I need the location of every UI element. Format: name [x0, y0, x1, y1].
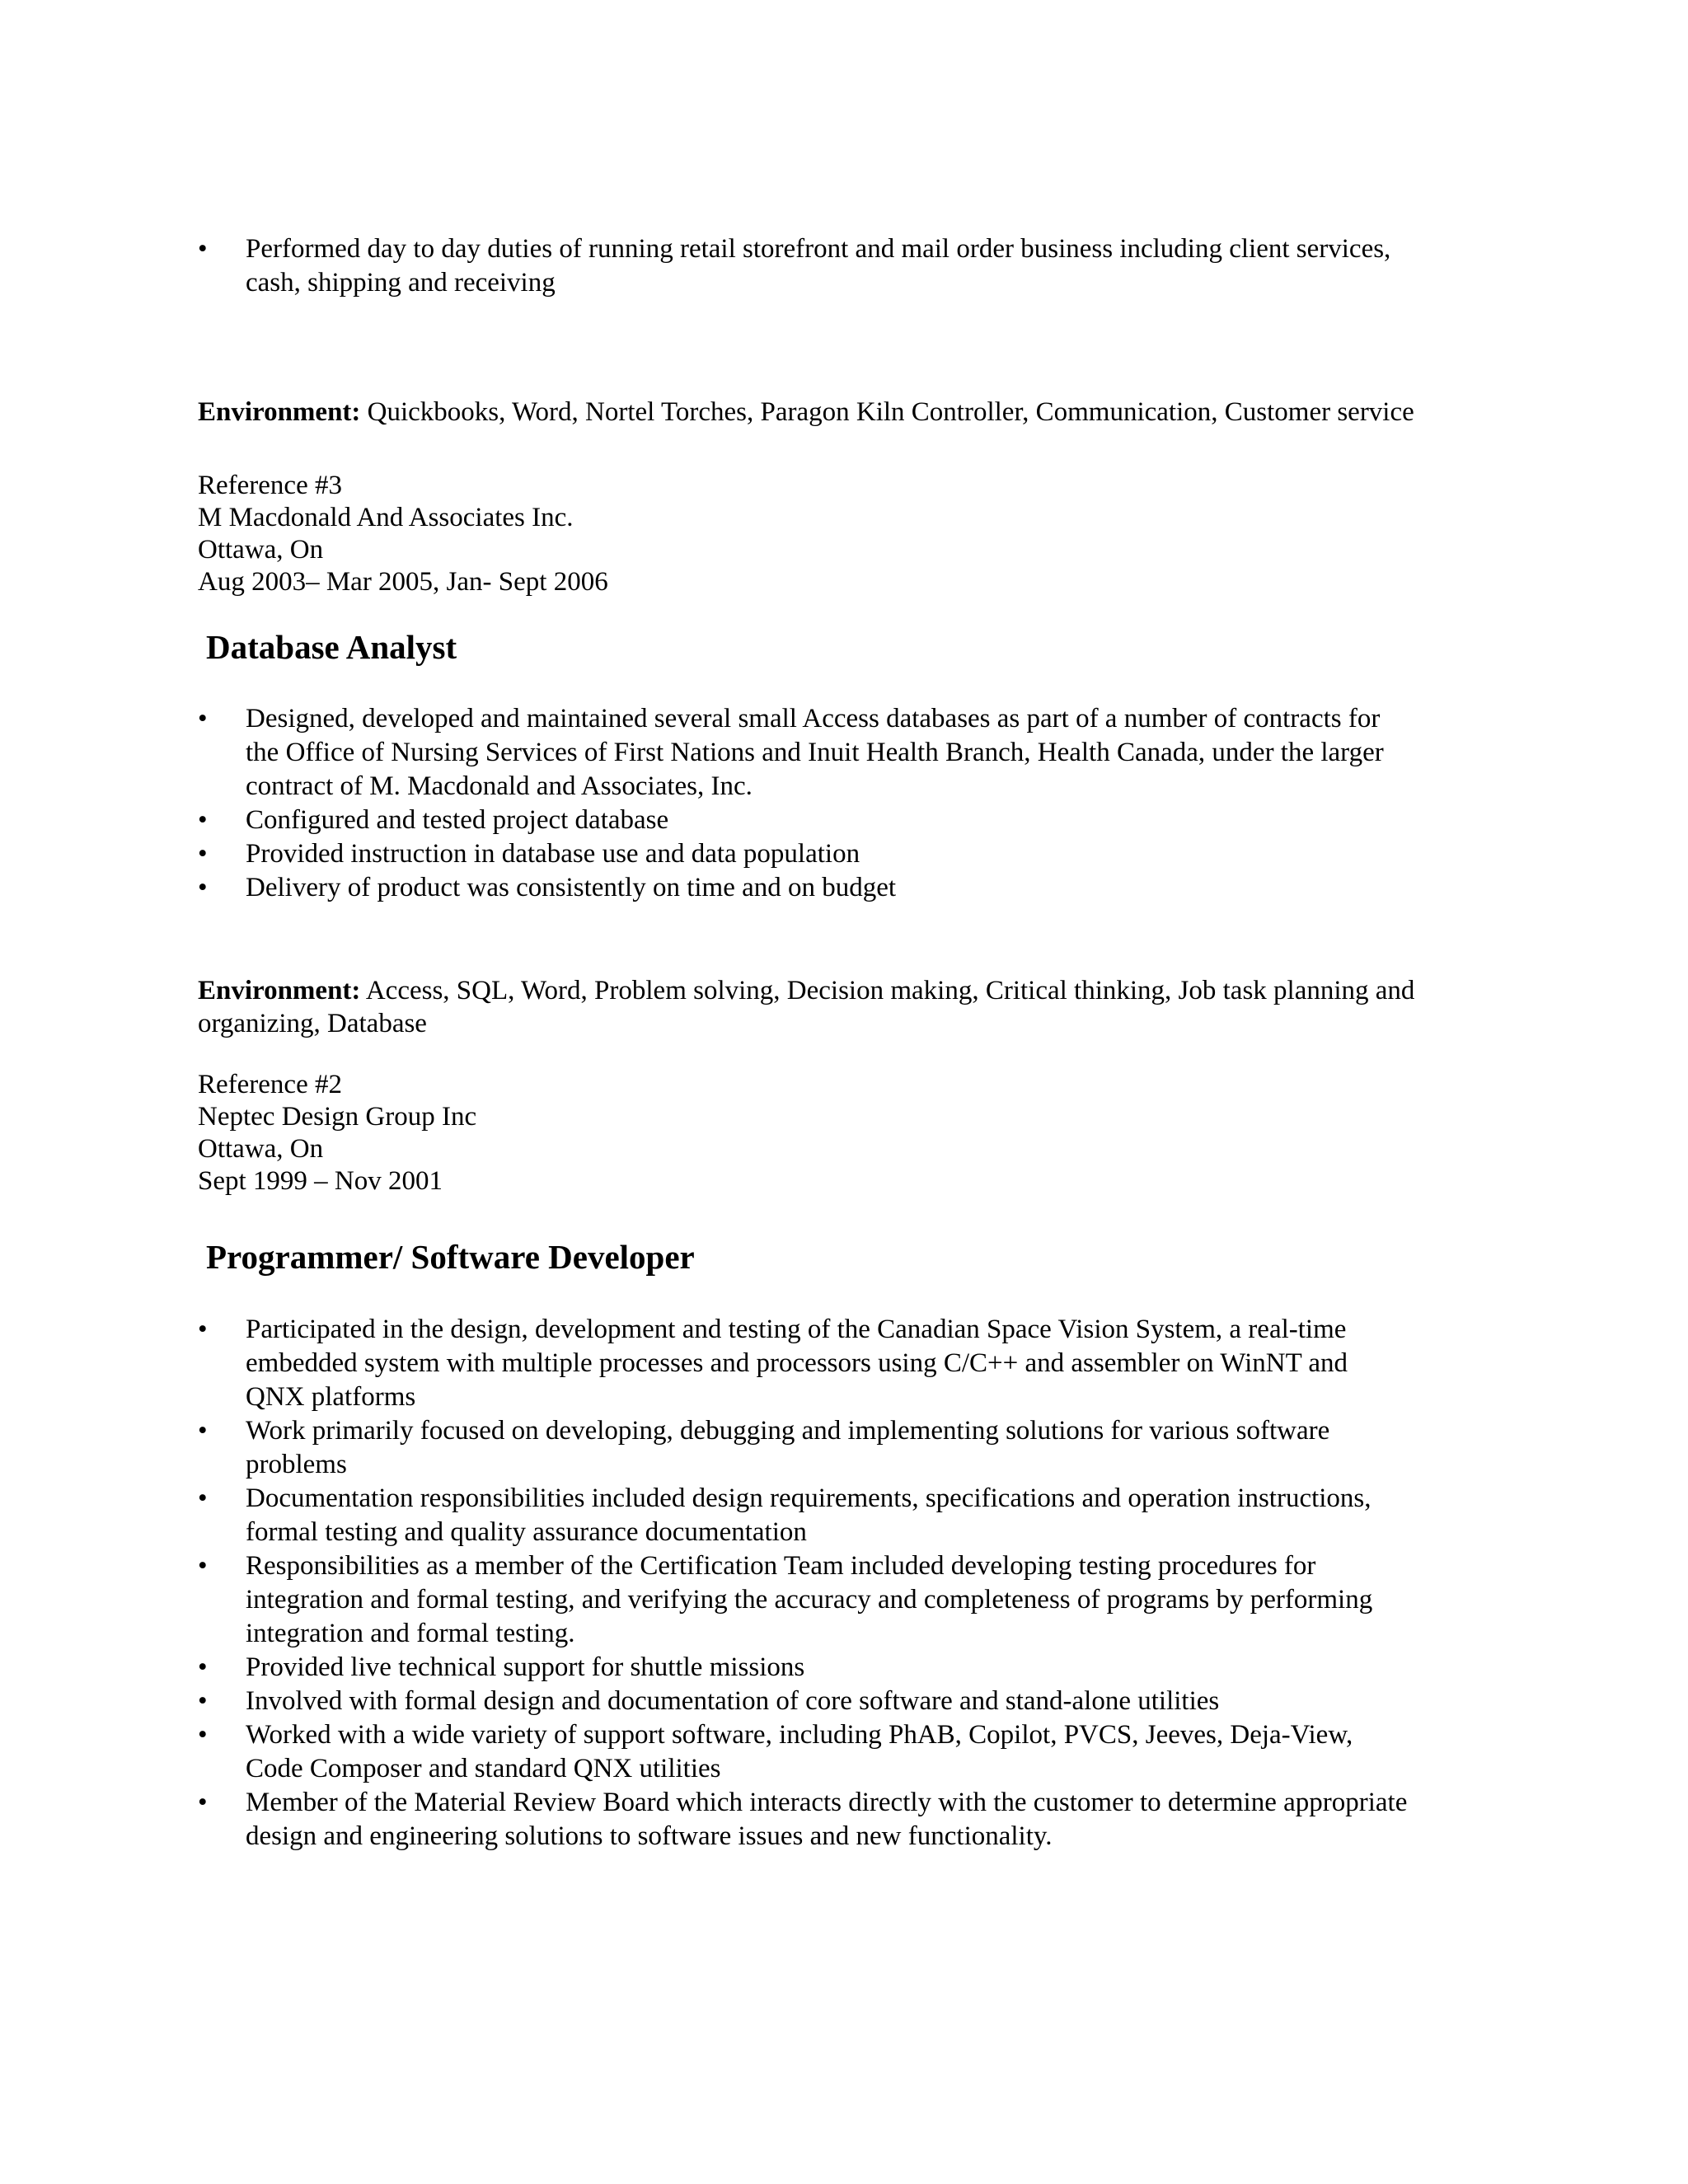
list-item: • Worked with a wide variety of support software, including PhAB, Copilot, PVCS, Jeeves, Deja-View, Code Composer and standard QNX utilities	[198, 1718, 1533, 1786]
environment-label: Environment:	[198, 397, 361, 427]
environment-label: Environment:	[198, 976, 361, 1005]
job-title-database-analyst: Database Analyst	[206, 628, 457, 666]
company-location: Ottawa, On	[198, 1134, 324, 1164]
reference-number: Reference #2	[198, 1070, 342, 1099]
environment-value: Access, SQL, Word, Problem solving, Decision making, Critical thinking, Job task planning and organizing, Database	[198, 976, 1415, 1038]
list-item: • Work primarily focused on developing, debugging and implementing solutions for various software problems	[198, 1414, 1533, 1482]
list-item: • Configured and tested project database	[198, 804, 1533, 837]
list-item: • Delivery of product was consistently on time and on budget	[198, 871, 1533, 905]
job-dev-bullet-list	[198, 1313, 1533, 1854]
company-name: M Macdonald And Associates Inc.	[198, 503, 574, 532]
prior-job-environment	[198, 363, 1533, 429]
employment-dates: Sept 1999 – Nov 2001	[198, 1166, 443, 1196]
environment-value: Quickbooks, Word, Nortel Torches, Paragon Kiln Controller, Communication, Customer service	[360, 397, 1414, 427]
list-item: • Provided instruction in database use and data population	[198, 837, 1533, 871]
list-item: • Participated in the design, development and testing of the Canadian Space Vision System, a real-time embedded system with multiple processes and processors using C/C++ and assembler on WinNT and QNX platforms	[198, 1313, 1533, 1414]
job-dev-reference-block	[198, 1069, 1533, 1197]
job-db-reference-block	[198, 470, 1533, 598]
list-item: • Provided live technical support for shuttle missions	[198, 1651, 1533, 1685]
prior-job-bullet-list	[198, 232, 1533, 300]
list-item: • Performed day to day duties of running retail storefront and mail order business including client services, cash, shipping and receiving	[198, 232, 1533, 300]
list-item: • Responsibilities as a member of the Certification Team included developing testing procedures for integration and formal testing, and verifying the accuracy and completeness of programs by performing integration and formal testing.	[198, 1549, 1533, 1651]
job-title-programmer-software-developer: Programmer/ Software Developer	[206, 1238, 695, 1276]
list-item: • Designed, developed and maintained several small Access databases as part of a number of contracts for the Office of Nursing Services of First Nations and Inuit Health Branch, Health Canada, under the larger contract of M. Macdonald and Associates, Inc.	[198, 702, 1533, 804]
company-name: Neptec Design Group Inc	[198, 1102, 477, 1132]
list-item: • Involved with formal design and documentation of core software and stand-alone utilities	[198, 1685, 1533, 1718]
job-db-bullet-list	[198, 702, 1533, 905]
list-item: • Documentation responsibilities included design requirements, specifications and operation instructions, formal testing and quality assurance documentation	[198, 1482, 1533, 1549]
company-location: Ottawa, On	[198, 535, 324, 565]
employment-dates: Aug 2003– Mar 2005, Jan- Sept 2006	[198, 567, 608, 597]
job-db-environment	[198, 941, 1533, 1040]
list-item: • Member of the Material Review Board which interacts directly with the customer to determine appropriate design and engineering solutions to software issues and new functionality.	[198, 1786, 1533, 1854]
reference-number: Reference #3	[198, 471, 342, 500]
